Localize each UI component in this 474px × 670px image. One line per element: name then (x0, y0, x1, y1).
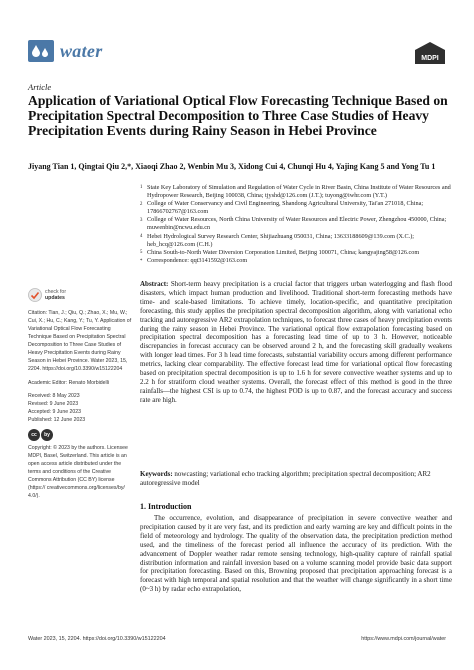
affiliation-number: 2 (140, 201, 143, 207)
affiliation-list (140, 184, 452, 266)
correspondence-item (140, 257, 452, 265)
abstract-text: Short-term heavy precipitation is a crucial factor that triggers urban waterlogging and flash flood disasters, which impact human production and livelihood. Traditional short-term forecasting methods have time- and scale-based limitations. To achieve timely, location-specific, and quantitative precipitation forecasting, this study applies the precipitation spectral decomposition algorithm, along with variational echo tracking and autoregressive AR2 extrapolation techniques, to forecast three cases of heavy precipitation events during the rainy season in Hebei Province. The variational optical flow extrapolation forecasting based on precipitation spectral decomposition has a forecasting lead time of up to 3 h. However, noticeable discrepancies in forecast accuracy can be observed around 2 h, and the forecasting skill gradually weakens with longer lead times. For 3 h lead time forecasts, substantial variability occurs among different performance metrics, lacking clear comparability. The effective forecast lead time for variational optical flow forecasting based on precipitation spectral decomposition is up to 1.6 h for severe convective weather systems and up to 2.2 h for stratiform cloud weather systems. Overall, the forecast effect of this method is good in the three rainfalls—the highest CSI is up to 0.74, the highest POD is up to 0.87, and the forecast accuracy and success rate are high. (140, 280, 452, 404)
copyright-notice: Copyright: © 2023 by the authors. Licensee MDPI, Basel, Switzerland. This article is an open access article distributed under the terms and conditions of the Creative Commons Attribution (CC BY) license (https:// creativecommons.org/licenses/by/ 4.0/). (28, 445, 128, 499)
journal-logo[interactable] (28, 40, 103, 62)
affiliation-text: State Key Laboratory of Simulation and Regulation of Water Cycle in River Basin, China Institute of Water Resources and Hydropower Research, Beijing 100038, China; tjyshd@126.com (J.T.); tuyong@iwhr.com (Y.T.) (147, 184, 451, 200)
affiliation-item (140, 184, 452, 200)
citation-text: Citation: Tian, J.; Qiu, Q.; Zhao, X.; Mu, W.; Cui, X.; Hu, C.; Kang, Y.; Tu, Y. Application of Variational Optical Flow Forecasting Technique Based on Precipitation Spectral Decomposition to Three Case Studies of Heavy Precipitation Events during Rainy Season in Hebei Province. Water 2023, 15, 2204. https://doi.org/10.3390/w15122204 (28, 310, 132, 372)
cc-license-badge[interactable] (28, 429, 132, 441)
academic-editor: Academic Editor: Renato Morbidelli (28, 380, 110, 386)
publication-dates (28, 392, 132, 424)
check-updates-icon (28, 288, 42, 302)
introduction-paragraph: The occurrence, evolution, and disappearance of precipitation in severe convective weather and precipitation caused by it are very fast, and its prediction and early warning are key and difficult points in the field of meteorology and hydrology. The quality of the observation data, the precipitation prediction method used, and the timeliness of the forecast period all influence the accuracy of its prediction. With the advancement of Doppler weather radar remote sensing technology, high-quality capture of rainfall spatial distribution information and rainfall inversion based on a volume scanning model provide basic data support for precipitation forecasting. Based on this, Browning proposed that precipitation approaching forecast is a forecast with high temporal and spatial resolution and that the weather will change significantly in a short time (0~3 h) by radar echo extrapolation, (140, 514, 452, 594)
affiliation-text: College of Water Conservancy and Civil Engineering, Shandong Agricultural University, Tai'an 271018, China; 17866702767@163.com (147, 200, 424, 216)
revised-date: Revised: 9 June 2023 (28, 401, 79, 407)
mdpi-logo[interactable] (415, 42, 445, 64)
received-date: Received: 8 May 2023 (28, 393, 80, 399)
keywords-label: Keywords: (140, 470, 173, 478)
by-icon: by (41, 429, 53, 441)
affiliation-item (140, 200, 452, 216)
cc-icon: cc (28, 429, 40, 441)
article-title: Application of Variational Optical Flow Forecasting Technique Based on Precipitation Spectral Decomposition to Three Case Studies of Heavy Precipitation Events during Rainy Season in Hebei Province (28, 93, 448, 138)
affiliation-text: College of Water Resources, North China University of Water Resources and Electric Power, Zhengzhou 450000, China; muwenbin@ncwu.edu.cn (147, 216, 447, 232)
affiliation-item (140, 216, 452, 232)
mdpi-logo-text: MDPI (421, 55, 439, 62)
check-updates-line2: updates (45, 295, 65, 301)
correspondence-marker: * (140, 258, 143, 264)
water-drops-icon (28, 40, 54, 62)
check-for-updates-badge[interactable] (28, 288, 132, 302)
affiliation-text: China South-to-North Water Diversion Corporation Limited, Beijing 100071, China; kangyajing58@126.com (147, 248, 420, 256)
abstract (140, 280, 452, 405)
affiliation-number: 4 (140, 233, 143, 239)
footer-journal-link[interactable]: https://www.mdpi.com/journal/water (361, 636, 446, 642)
correspondence-text: Correspondence: qqt3141592@163.com (147, 257, 248, 265)
affiliation-text: Hebei Hydrological Survey Research Center, Shijiazhuang 050031, China; 13633188609@139.com (X.C.); heb_hcq@126.com (C.H.) (147, 232, 414, 248)
accepted-date: Accepted: 9 June 2023 (28, 409, 82, 415)
keywords-text: nowcasting; variational echo tracking algorithm; precipitation spectral decomposition; AR2 autoregressive model (140, 470, 431, 487)
article-sidebar (28, 288, 132, 505)
affiliation-item (140, 249, 452, 257)
author-list: Jiyang Tian 1, Qingtai Qiu 2,*, Xiaoqi Zhao 2, Wenbin Mu 3, Xidong Cui 4, Chunqi Hu 4, Yajing Kang 5 and Yong Tu 1 (28, 162, 436, 171)
affiliation-number: 3 (140, 217, 143, 223)
section-heading-introduction: 1. Introduction (140, 502, 192, 511)
check-updates-label (45, 289, 66, 301)
check-updates-line1: check for (45, 289, 67, 295)
article-type: Article (28, 82, 52, 92)
published-date: Published: 12 June 2023 (28, 417, 86, 423)
affiliation-item (140, 233, 452, 249)
affiliation-number: 1 (140, 185, 143, 191)
abstract-label: Abstract: (140, 280, 169, 288)
affiliation-number: 5 (140, 250, 143, 256)
keywords (140, 470, 452, 488)
footer-doi[interactable]: Water 2023, 15, 2204. https://doi.org/10.3390/w15122204 (28, 636, 166, 642)
journal-name: water (60, 40, 103, 61)
